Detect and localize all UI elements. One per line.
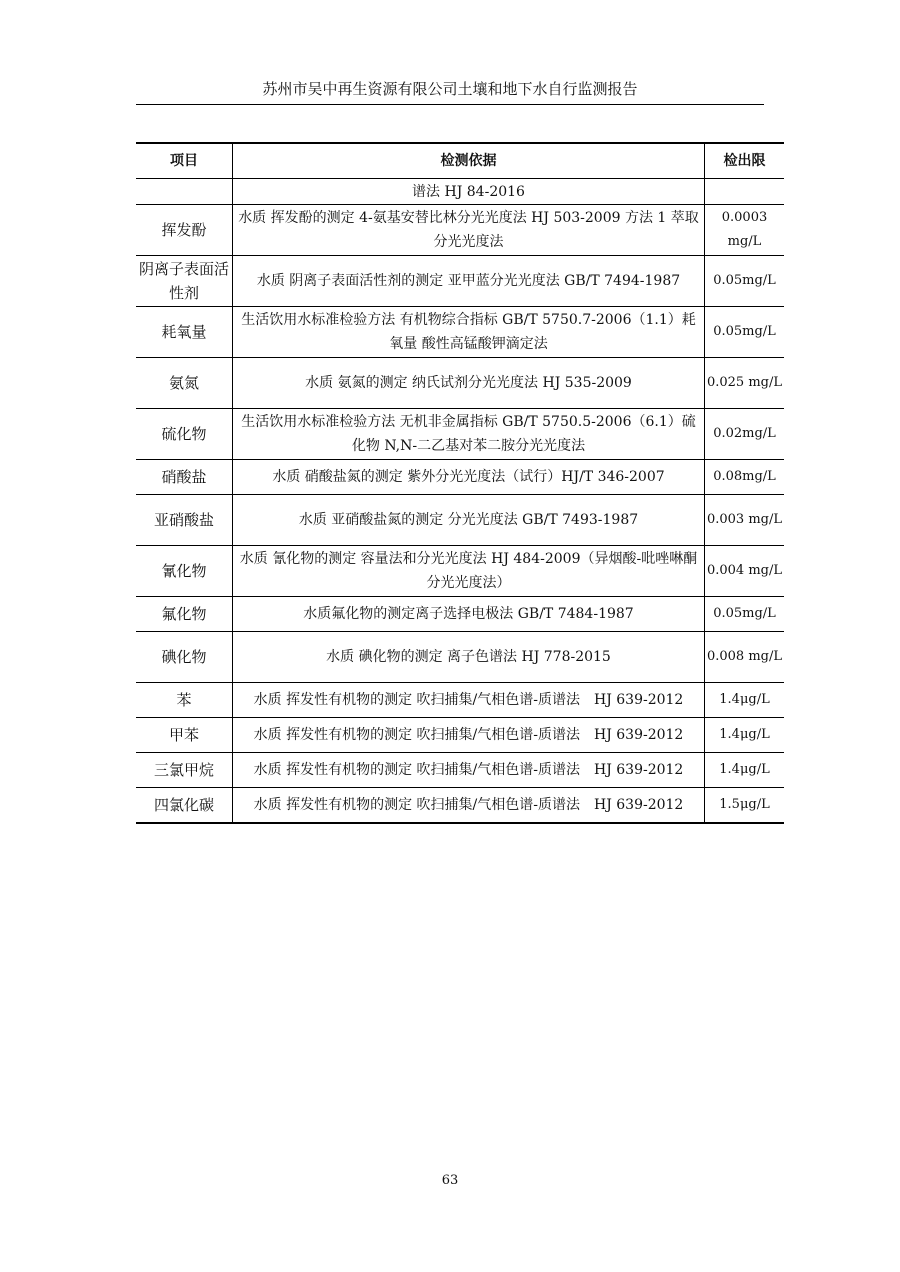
table-header-row <box>136 143 784 179</box>
limit-cell: 0.0003 mg/L <box>705 205 785 256</box>
method-cell: 水质 挥发性有机物的测定 吹扫捕集/气相色谱-质谱法 HJ 639-2012 <box>233 718 705 753</box>
table-row <box>136 597 784 632</box>
limit-cell: 0.08mg/L <box>705 460 785 495</box>
page-header <box>136 78 764 105</box>
table-row <box>136 632 784 683</box>
limit-cell: 1.4μg/L <box>705 753 785 788</box>
item-cell: 碘化物 <box>136 632 233 683</box>
method-cell: 谱法 HJ 84-2016 <box>233 179 705 205</box>
limit-cell: 1.4μg/L <box>705 718 785 753</box>
method-cell: 水质 硝酸盐氮的测定 紫外分光光度法（试行）HJ/T 346-2007 <box>233 460 705 495</box>
detection-method-table <box>136 142 784 824</box>
table-row <box>136 307 784 358</box>
limit-cell: 0.02mg/L <box>705 409 785 460</box>
table-row <box>136 753 784 788</box>
method-cell: 生活饮用水标准检验方法 有机物综合指标 GB/T 5750.7-2006（1.1）耗氧量 酸性高锰酸钾滴定法 <box>233 307 705 358</box>
table-row <box>136 205 784 256</box>
limit-cell: 0.003 mg/L <box>705 495 785 546</box>
method-cell: 水质 阴离子表面活性剂的测定 亚甲蓝分光光度法 GB/T 7494-1987 <box>233 256 705 307</box>
table-row <box>136 546 784 597</box>
method-cell: 水质 挥发酚的测定 4-氨基安替比林分光光度法 HJ 503-2009 方法 1 萃取分光光度法 <box>233 205 705 256</box>
method-cell: 水质 亚硝酸盐氮的测定 分光光度法 GB/T 7493-1987 <box>233 495 705 546</box>
table-row <box>136 256 784 307</box>
method-cell: 水质 挥发性有机物的测定 吹扫捕集/气相色谱-质谱法 HJ 639-2012 <box>233 753 705 788</box>
method-cell: 水质氟化物的测定离子选择电极法 GB/T 7484-1987 <box>233 597 705 632</box>
report-title: 苏州市吴中再生资源有限公司土壤和地下水自行监测报告 <box>262 80 638 98</box>
table-row <box>136 683 784 718</box>
method-cell: 水质 挥发性有机物的测定 吹扫捕集/气相色谱-质谱法 HJ 639-2012 <box>233 788 705 824</box>
item-cell: 三氯甲烷 <box>136 753 233 788</box>
column-header-item: 项目 <box>136 143 233 179</box>
item-cell: 氨氮 <box>136 358 233 409</box>
item-cell: 四氯化碳 <box>136 788 233 824</box>
limit-cell: 0.025 mg/L <box>705 358 785 409</box>
limit-cell: 0.004 mg/L <box>705 546 785 597</box>
limit-cell: 0.05mg/L <box>705 597 785 632</box>
table-row <box>136 409 784 460</box>
item-cell: 氰化物 <box>136 546 233 597</box>
method-cell: 水质 碘化物的测定 离子色谱法 HJ 778-2015 <box>233 632 705 683</box>
limit-cell: 0.008 mg/L <box>705 632 785 683</box>
item-cell: 氟化物 <box>136 597 233 632</box>
item-cell: 耗氧量 <box>136 307 233 358</box>
item-cell: 硝酸盐 <box>136 460 233 495</box>
item-cell: 甲苯 <box>136 718 233 753</box>
table-row <box>136 495 784 546</box>
method-cell: 水质 挥发性有机物的测定 吹扫捕集/气相色谱-质谱法 HJ 639-2012 <box>233 683 705 718</box>
item-cell: 苯 <box>136 683 233 718</box>
column-header-method: 检测依据 <box>233 143 705 179</box>
table-row <box>136 179 784 205</box>
table-row <box>136 788 784 824</box>
limit-cell: 0.05mg/L <box>705 307 785 358</box>
method-cell: 水质 氰化物的测定 容量法和分光光度法 HJ 484-2009（异烟酸-吡唑啉酮分光光度法） <box>233 546 705 597</box>
limit-cell: 0.05mg/L <box>705 256 785 307</box>
item-cell <box>136 179 233 205</box>
item-cell: 亚硝酸盐 <box>136 495 233 546</box>
column-header-limit: 检出限 <box>705 143 785 179</box>
item-cell: 硫化物 <box>136 409 233 460</box>
table-row <box>136 358 784 409</box>
table-row <box>136 460 784 495</box>
table-row <box>136 718 784 753</box>
item-cell: 挥发酚 <box>136 205 233 256</box>
page-number: 63 <box>441 1173 459 1188</box>
method-cell: 生活饮用水标准检验方法 无机非金属指标 GB/T 5750.5-2006（6.1）硫化物 N,N-二乙基对苯二胺分光光度法 <box>233 409 705 460</box>
limit-cell: 1.5μg/L <box>705 788 785 824</box>
method-cell: 水质 氨氮的测定 纳氏试剂分光光度法 HJ 535-2009 <box>233 358 705 409</box>
limit-cell: 1.4μg/L <box>705 683 785 718</box>
item-cell: 阴离子表面活性剂 <box>136 256 233 307</box>
limit-cell <box>705 179 785 205</box>
